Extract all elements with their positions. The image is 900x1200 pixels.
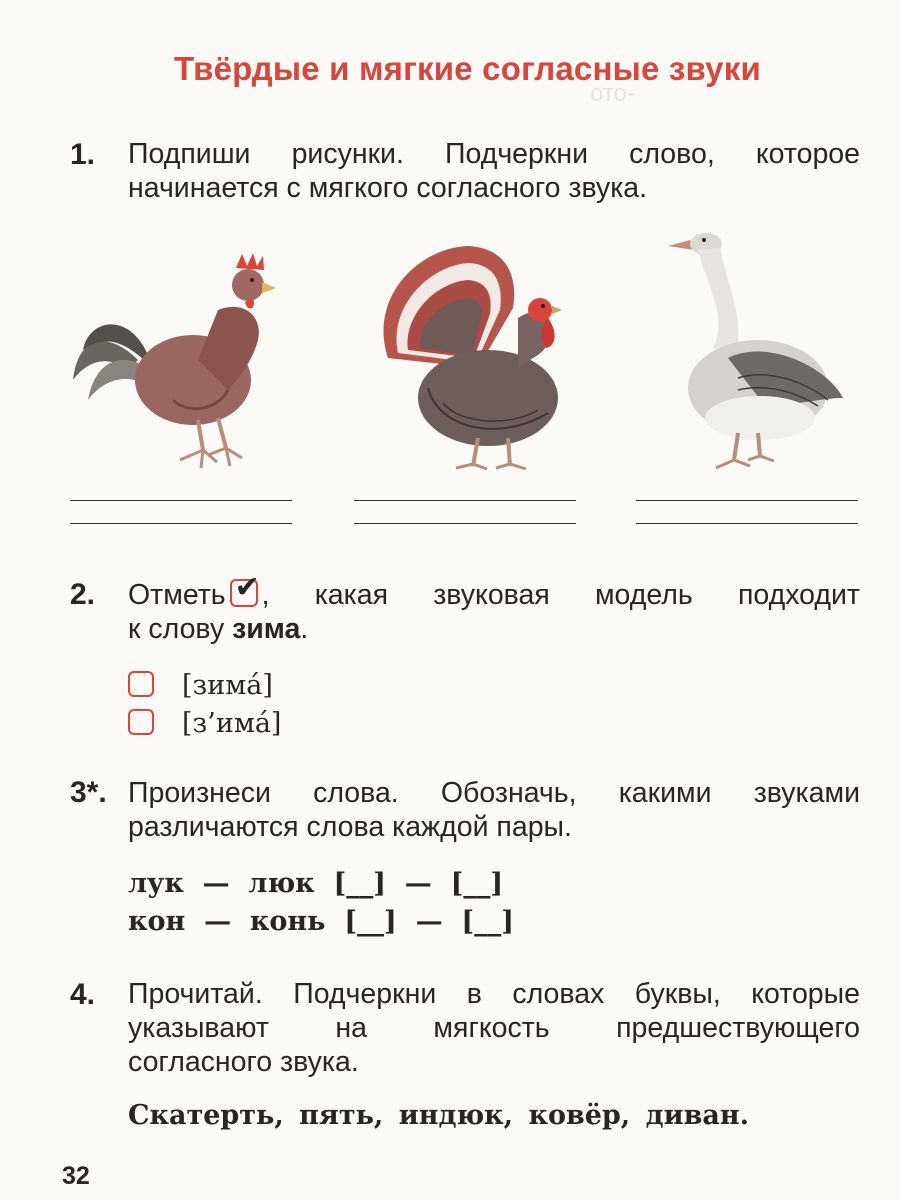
checkmark-icon: ✔ bbox=[234, 571, 260, 604]
task-4-text bbox=[128, 977, 860, 1079]
option-2-label: [з’има́] bbox=[182, 708, 282, 739]
answer-lines-turkey bbox=[354, 500, 576, 546]
answer-line[interactable] bbox=[70, 523, 292, 524]
option-2-checkbox[interactable] bbox=[128, 709, 154, 735]
task-1-number: 1. bbox=[70, 138, 96, 171]
task-2-text-b: , какая звуковая модель подходит bbox=[261, 579, 860, 611]
task-2-line-1 bbox=[128, 571, 860, 612]
page-title: Твёрдые и мягкие согласные звуки bbox=[174, 50, 761, 87]
task-3-number: 3*. bbox=[70, 776, 107, 809]
task-2-number: 2. bbox=[70, 578, 96, 611]
answer-line[interactable] bbox=[354, 523, 576, 524]
task-4-words[interactable]: Скатерть, пять, индюк, ковёр, диван. bbox=[128, 1100, 750, 1131]
answer-line[interactable] bbox=[354, 500, 576, 501]
task-3-line-2: различаются слова каждой пары. bbox=[128, 811, 572, 843]
task-1-line-1: Подпиши рисунки. Подчеркни слово, которое bbox=[128, 138, 860, 170]
task-2-text-d: . bbox=[300, 613, 309, 645]
task-1-line-2: начинается с мягкого согласного звука. bbox=[128, 172, 648, 204]
task-2-line-2 bbox=[128, 612, 860, 646]
task-4-line-2: указывают на мягкость предшествующего bbox=[128, 1012, 860, 1044]
task-2-text-c: к слову bbox=[128, 613, 233, 645]
option-1-label: [зима́] bbox=[182, 670, 273, 701]
option-1-checkbox[interactable] bbox=[128, 671, 154, 697]
task-4-line-1: Прочитай. Подчеркни в словах буквы, которые bbox=[128, 978, 860, 1010]
task-2-text bbox=[128, 571, 860, 646]
word-pair-2[interactable]: кон — конь [__] — [__] bbox=[128, 906, 514, 937]
turkey-icon bbox=[368, 238, 583, 473]
page-number: 32 bbox=[62, 1162, 90, 1190]
task-3-line-1: Произнеси слова. Обозначь, какими звуками bbox=[128, 777, 860, 809]
task-3-text bbox=[128, 776, 860, 844]
goose-icon bbox=[668, 228, 848, 478]
answer-line[interactable] bbox=[636, 500, 858, 501]
task-1-text bbox=[128, 137, 860, 205]
answer-line[interactable] bbox=[70, 500, 292, 501]
show-through-text: ото- bbox=[590, 80, 635, 107]
word-pair-1[interactable]: лук — люк [__] — [__] bbox=[128, 868, 504, 899]
check-sample-box bbox=[230, 571, 260, 607]
answer-line[interactable] bbox=[636, 523, 858, 524]
task-2-text-a: Отметь bbox=[128, 579, 226, 611]
answer-lines-goose bbox=[636, 500, 858, 546]
option-2 bbox=[128, 708, 281, 739]
task-4-line-3: согласного звука. bbox=[128, 1046, 359, 1078]
option-1 bbox=[128, 670, 273, 701]
answer-lines-rooster bbox=[70, 500, 292, 546]
rooster-icon bbox=[68, 240, 288, 475]
task-2-word: зима bbox=[232, 613, 301, 645]
task-4-number: 4. bbox=[70, 978, 96, 1011]
